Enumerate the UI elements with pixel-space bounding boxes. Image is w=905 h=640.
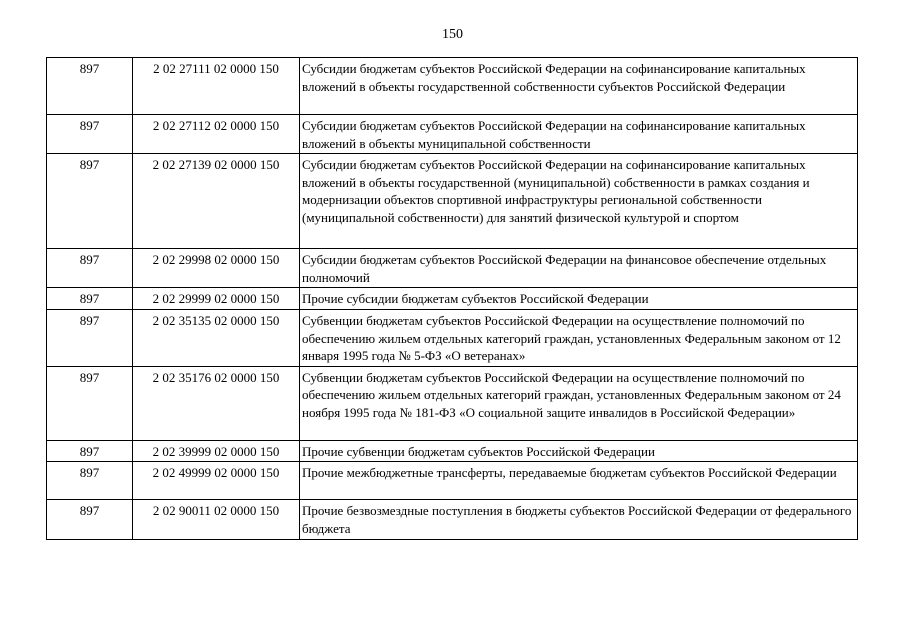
table-row xyxy=(47,309,858,366)
description-cell: Прочие субвенции бюджетам субъектов Российской Федерации xyxy=(300,440,858,462)
table-row xyxy=(47,58,858,115)
table-row xyxy=(47,440,858,462)
table-row xyxy=(47,249,858,288)
description-cell: Прочие безвозмездные поступления в бюджеты субъектов Российской Федерации от федерального бюджета xyxy=(300,500,858,539)
description-cell: Субсидии бюджетам субъектов Российской Федерации на софинансирование капитальных вложений в объекты государственной собственности субъектов Российской Федерации xyxy=(300,58,858,115)
admin-code-cell: 897 xyxy=(47,58,133,115)
description-cell: Субсидии бюджетам субъектов Российской Федерации на софинансирование капитальных вложений в объекты государственной (муниципальной) собственности в рамках создания и модернизации объектов спортивной инфраструктуры региональной собственности (муниципальной собственности) для занятий физической культурой и спортом xyxy=(300,154,858,249)
budget-code-cell: 2 02 90011 02 0000 150 xyxy=(133,500,300,539)
description-cell: Субсидии бюджетам субъектов Российской Федерации на финансовое обеспечение отдельных полномочий xyxy=(300,249,858,288)
page-number: 150 xyxy=(442,27,463,42)
admin-code-cell: 897 xyxy=(47,249,133,288)
budget-code-cell: 2 02 29999 02 0000 150 xyxy=(133,288,300,310)
table-row xyxy=(47,154,858,249)
budget-code-cell: 2 02 27111 02 0000 150 xyxy=(133,58,300,115)
description-cell: Прочие субсидии бюджетам субъектов Российской Федерации xyxy=(300,288,858,310)
description-cell: Субвенции бюджетам субъектов Российской Федерации на осуществление полномочий по обеспечению жильем отдельных категорий граждан, установленных Федеральным законом от 12 января 1995 года № 5-ФЗ «О ветеранах» xyxy=(300,309,858,366)
admin-code-cell: 897 xyxy=(47,115,133,154)
budget-code-cell: 2 02 35135 02 0000 150 xyxy=(133,309,300,366)
table-row xyxy=(47,288,858,310)
budget-code-cell: 2 02 27112 02 0000 150 xyxy=(133,115,300,154)
admin-code-cell: 897 xyxy=(47,366,133,440)
budget-code-cell: 2 02 29998 02 0000 150 xyxy=(133,249,300,288)
revenue-codes-table xyxy=(46,57,858,540)
admin-code-cell: 897 xyxy=(47,500,133,539)
budget-code-cell: 2 02 39999 02 0000 150 xyxy=(133,440,300,462)
description-cell: Субсидии бюджетам субъектов Российской Федерации на софинансирование капитальных вложений в объекты муниципальной собственности xyxy=(300,115,858,154)
admin-code-cell: 897 xyxy=(47,154,133,249)
description-cell: Прочие межбюджетные трансферты, передаваемые бюджетам субъектов Российской Федерации xyxy=(300,462,858,500)
budget-code-cell: 2 02 49999 02 0000 150 xyxy=(133,462,300,500)
table-row xyxy=(47,462,858,500)
budget-code-cell: 2 02 27139 02 0000 150 xyxy=(133,154,300,249)
table-row xyxy=(47,366,858,440)
description-cell: Субвенции бюджетам субъектов Российской Федерации на осуществление полномочий по обеспечению жильем отдельных категорий граждан, установленных Федеральным законом от 24 ноября 1995 года № 181-ФЗ «О социальной защите инвалидов в Российской Федерации» xyxy=(300,366,858,440)
admin-code-cell: 897 xyxy=(47,462,133,500)
table-row xyxy=(47,115,858,154)
table-row xyxy=(47,500,858,539)
budget-code-cell: 2 02 35176 02 0000 150 xyxy=(133,366,300,440)
admin-code-cell: 897 xyxy=(47,309,133,366)
admin-code-cell: 897 xyxy=(47,440,133,462)
admin-code-cell: 897 xyxy=(47,288,133,310)
